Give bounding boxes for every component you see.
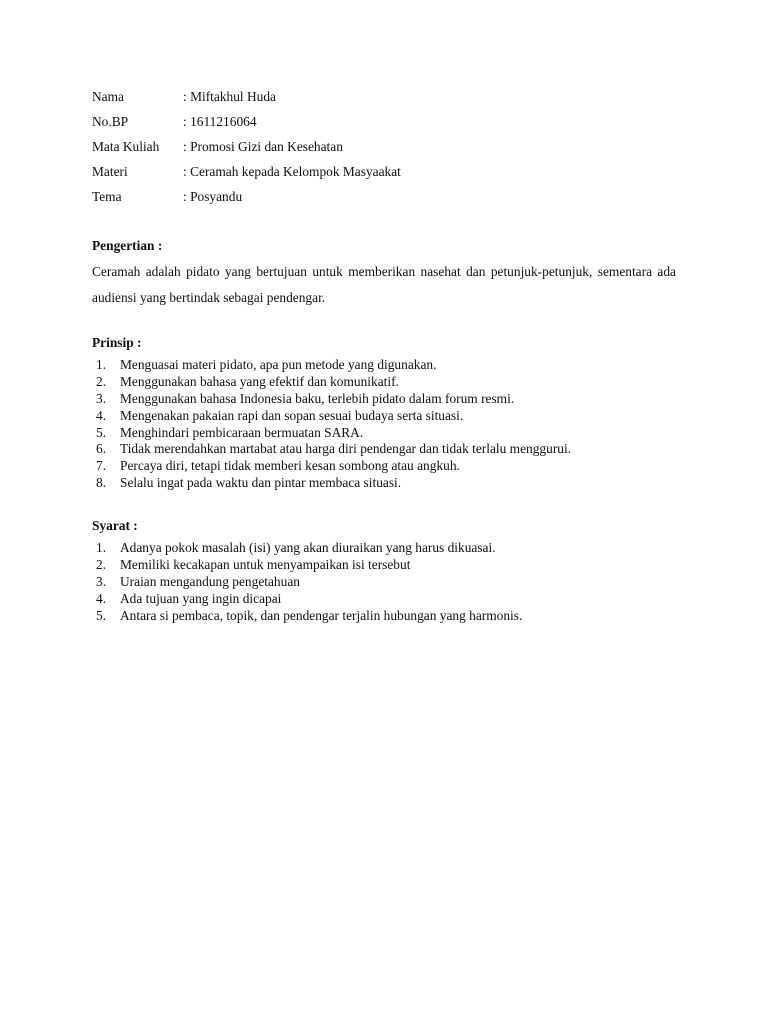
list-number: 7. [96, 458, 107, 474]
list-number: 3. [96, 573, 107, 589]
list-text: Ada tujuan yang ingin dicapai [120, 590, 282, 606]
info-label: No.BP [92, 113, 129, 129]
pengertian-paragraph: Ceramah adalah pidato yang bertujuan untuk memberikan nasehat dan petunjuk-petunjuk, sementara ada audiensi yang bertindak sebagai pendengar. [92, 263, 676, 305]
info-value: : Miftakhul Huda [183, 88, 276, 104]
list-number: 5. [96, 607, 107, 623]
prinsip-list [92, 357, 676, 492]
syarat-heading: Syarat : [92, 518, 138, 534]
list-number: 8. [96, 475, 107, 491]
list-item [92, 540, 676, 557]
list-number: 6. [96, 441, 107, 457]
pengertian-heading: Pengertian : [92, 237, 163, 253]
list-item [92, 425, 676, 442]
info-row-materi [92, 160, 401, 185]
list-text: Adanya pokok masalah (isi) yang akan diuraikan yang harus dikuasai. [120, 540, 496, 556]
list-text: Uraian mengandung pengetahuan [120, 573, 300, 589]
list-item [92, 591, 676, 608]
list-item [92, 475, 676, 492]
list-item [92, 557, 676, 574]
list-item [92, 574, 676, 591]
info-row-nama [92, 84, 401, 109]
list-number: 3. [96, 390, 107, 406]
list-text: Selalu ingat pada waktu dan pintar membaca situasi. [120, 475, 402, 491]
info-label: Mata Kuliah [92, 138, 160, 154]
list-item [92, 608, 676, 625]
student-info-table [92, 84, 401, 210]
info-value: : Ceramah kepada Kelompok Masyaakat [183, 164, 401, 180]
info-value: : Promosi Gizi dan Kesehatan [183, 138, 343, 154]
list-text: Percaya diri, tetapi tidak memberi kesan sombong atau angkuh. [120, 458, 460, 474]
info-value: : Posyandu [183, 189, 243, 205]
list-number: 4. [96, 407, 107, 423]
info-label: Nama [92, 88, 124, 104]
list-number: 5. [96, 424, 107, 440]
list-text: Menguasai materi pidato, apa pun metode yang digunakan. [120, 356, 437, 372]
list-text: Menggunakan bahasa Indonesia baku, terlebih pidato dalam forum resmi. [120, 390, 515, 406]
info-label: Tema [92, 189, 122, 205]
info-label: Materi [92, 164, 128, 180]
list-number: 4. [96, 590, 107, 606]
document-page [92, 84, 676, 625]
list-text: Menggunakan bahasa yang efektif dan komunikatif. [120, 373, 399, 389]
prinsip-heading: Prinsip : [92, 334, 142, 350]
list-item [92, 441, 676, 458]
list-item [92, 374, 676, 391]
info-value: : 1611216064 [183, 113, 257, 129]
list-number: 2. [96, 556, 107, 572]
info-row-mata-kuliah [92, 134, 401, 159]
syarat-list [92, 540, 676, 624]
list-text: Antara si pembaca, topik, dan pendengar terjalin hubungan yang harmonis. [120, 607, 523, 623]
list-item [92, 391, 676, 408]
list-number: 1. [96, 540, 107, 556]
list-text: Tidak merendahkan martabat atau harga diri pendengar dan tidak terlalu menggurui. [120, 441, 572, 457]
info-row-nobp [92, 109, 401, 134]
list-text: Menghindari pembicaraan bermuatan SARA. [120, 424, 364, 440]
list-item [92, 357, 676, 374]
list-number: 1. [96, 356, 107, 372]
list-text: Memiliki kecakapan untuk menyampaikan isi tersebut [120, 556, 411, 572]
list-item [92, 458, 676, 475]
list-text: Mengenakan pakaian rapi dan sopan sesuai budaya serta situasi. [120, 407, 464, 423]
list-item [92, 408, 676, 425]
info-row-tema [92, 185, 401, 210]
list-number: 2. [96, 373, 107, 389]
